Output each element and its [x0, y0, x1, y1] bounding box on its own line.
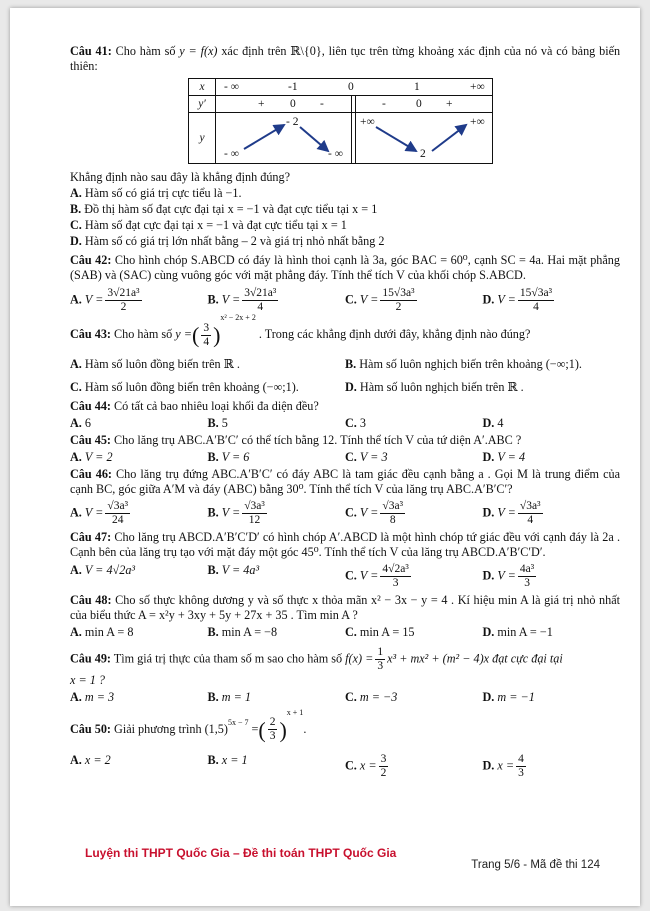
- q47-option-d[interactable]: D. V = $\frac{\text{4a³}}{3}$: [482, 562, 535, 589]
- q45-option-c[interactable]: C. V = 3: [345, 449, 388, 464]
- question-42: Câu 42: Cho hình chóp S.ABCD có đáy là hình thoi cạnh là 3a, góc BAC = 60⁰, cạnh SC = 4a. Hai mặt phẳng (SAB) và (SAC) cùng vuông góc với mặt phẳng đáy. Tính thể tích V của khối chóp S.ABCD.: [70, 253, 620, 282]
- q44-option-d[interactable]: D. 4: [482, 415, 504, 430]
- arrow-up: [244, 125, 284, 149]
- question-46: Câu 46: Cho lăng trụ đứng ABC.A′B′C′ có đáy ABC là tam giác đều cạnh bằng a . Gọi M là trung điểm của cạnh BC, góc giữa A′M và đáy (ABC) bằng 30⁰. Tính thể tích V của lăng trụ ABC.A′B′C′?: [70, 466, 621, 496]
- q45-option-b[interactable]: B. V = 6: [207, 449, 250, 464]
- q49-option-b[interactable]: B. m = 1: [207, 689, 251, 704]
- q44-option-b[interactable]: B. 5: [207, 415, 228, 430]
- q41-option-c[interactable]: C. Hàm số đạt cực đại tại x = −1 và đạt cực tiểu tại x = 1: [70, 218, 347, 232]
- q47-option-b[interactable]: B. V = 4a³: [207, 562, 260, 577]
- q43-options-row2: [70, 380, 620, 395]
- q44-options: [70, 416, 620, 431]
- q43-option-b[interactable]: B. Hàm số luôn nghịch biến trên khoảng (−∞;1).: [345, 356, 582, 371]
- q42-option-b[interactable]: B. V = $\frac{\text{3√21a³}}{4}$: [207, 287, 277, 313]
- q42-option-a[interactable]: A. V = $\frac{\text{3√21a³}}{2}$: [70, 287, 140, 313]
- vt-arrows: [216, 113, 495, 163]
- exam-page: [10, 8, 640, 906]
- vt-x-val: -1: [288, 81, 298, 93]
- q45-options: [70, 450, 620, 465]
- vt-y-label: y: [189, 113, 216, 164]
- q45-option-d[interactable]: D. V = 4: [482, 449, 526, 464]
- arrow-down: [300, 127, 328, 151]
- vt-sign: -: [382, 98, 386, 110]
- question-43: Câu 43: Cho hàm số y =( $\frac{3}{4}$ )$^{x^2 - 2x + 2}$ . Trong các khẳng định dưới đây, khẳng định nào đúng?: [70, 313, 531, 348]
- q43-option-a[interactable]: A. Hàm số luôn đồng biến trên ℝ .: [70, 356, 240, 371]
- vt-sign: -: [320, 98, 324, 110]
- q43-option-d[interactable]: D. Hàm số luôn nghịch biến trên ℝ .: [345, 379, 524, 394]
- vt-x-label: x: [189, 79, 216, 96]
- vt-y-val: - ∞: [224, 148, 239, 160]
- q46-option-c[interactable]: C. V = $\frac{\text{√3a³}}{8}$: [345, 499, 404, 526]
- vt-y-val: +∞: [470, 116, 485, 128]
- q44-option-a[interactable]: A. 6: [70, 415, 91, 430]
- q42-options: [70, 287, 620, 314]
- q47-options: [70, 563, 620, 590]
- q49-option-d[interactable]: D. m = −1: [482, 689, 535, 704]
- q50-option-d[interactable]: D. x = $\frac{4}{3}$: [482, 753, 524, 780]
- q41-option-b[interactable]: B. Đồ thị hàm số đạt cực đại tại x = −1 và đạt cực tiểu tại x = 1: [70, 202, 378, 216]
- q48-option-b[interactable]: B. min A = −8: [207, 624, 278, 639]
- question-45: Câu 45: Cho lăng trụ ABC.A′B′C′ có thể tích bằng 12. Tính thể tích V của tứ diện A′.ABC ?: [70, 432, 522, 447]
- vt-x-val: 0: [348, 81, 354, 93]
- q48-options: [70, 625, 620, 640]
- q43-option-c[interactable]: C. Hàm số luôn đồng biến trên khoảng (−∞;1).: [70, 379, 299, 394]
- arrow-up: [432, 125, 466, 151]
- vt-y-val: +∞: [360, 116, 375, 128]
- q47-option-c[interactable]: C. V = $\frac{\text{4√2a³}}{3}$: [345, 562, 409, 589]
- q46-options: [70, 500, 620, 527]
- q50-options: [70, 753, 620, 780]
- question-49: Câu 49: Tìm giá trị thực của tham số m sao cho hàm số f(x) = $\frac{1}{3}$ x³ + mx² + (m² − 4)x đạt cực đại tại x = 1 ?: [70, 645, 563, 687]
- vt-sign: +: [446, 98, 453, 110]
- q48-option-c[interactable]: C. min A = 15: [345, 624, 415, 639]
- q46-option-a[interactable]: A. V = $\frac{\text{√3a³}}{24}$: [70, 499, 129, 526]
- question-44: Câu 44: Có tất cả bao nhiêu loại khối đa diện đều?: [70, 398, 319, 413]
- vt-x-val: - ∞: [224, 81, 239, 93]
- vt-x-val: +∞: [470, 81, 485, 93]
- arrow-down: [376, 127, 416, 151]
- q45-option-a[interactable]: A. V = 2: [70, 449, 113, 464]
- q50-option-a[interactable]: A. x = 2: [70, 753, 111, 768]
- vt-y-val: - 2: [286, 116, 299, 128]
- question-47: Câu 47: Cho lăng trụ ABCD.A′B′C′D′ có hình chóp A′.ABCD là một hình chóp tứ giác đều với cạnh đáy là 2a . Cạnh bên của lăng trụ tạo với mặt đáy một góc 45⁰. Tính thể tích V của lăng trụ ABCD.A′B′C′D′.: [70, 529, 620, 559]
- question-41: Câu 41: Cho hàm số y = f(x) xác định trên ℝ\{0}, liên tục trên từng khoảng xác định của nó và có bảng biến thiên:: [70, 44, 621, 73]
- footer-page-info: Trang 5/6 - Mã đề thi 124: [471, 859, 600, 871]
- vt-yprime-label: y′: [189, 96, 216, 113]
- q50-option-c[interactable]: C. x = $\frac{3}{2}$: [345, 753, 387, 780]
- variation-table: [188, 78, 493, 164]
- question-50: Câu 50: Giải phương trình $(1,5)^{5x - 7}$ =( $\frac{2}{3}$ )$^{x + 1}$.: [70, 707, 307, 743]
- question-48: Câu 48: Cho số thực không dương y và số thực x thỏa mãn x² − 3x − y = 4 . Kí hiệu min A là giá trị nhỏ nhất của biểu thức A = x²y + 3xy + 5y + 27x + 35 . Tìm min A ?: [70, 592, 621, 622]
- vt-sign: 0: [416, 98, 422, 110]
- question-41-prompt: Khẳng định nào sau đây là khẳng định đúng?: [70, 170, 291, 184]
- q47-option-a[interactable]: A. V = 4√2a³: [70, 562, 136, 577]
- q43-options-row1: [70, 357, 620, 372]
- q49-option-a[interactable]: A. m = 3: [70, 689, 115, 704]
- q48-option-a[interactable]: A. min A = 8: [70, 624, 134, 639]
- vt-x-val: 1: [414, 81, 420, 93]
- vt-y-val: 2: [420, 148, 426, 160]
- footer-site-link[interactable]: Luyện thi THPT Quốc Gia – Đề thi toán THPT Quốc Gia: [85, 846, 397, 860]
- q42-option-c[interactable]: C. V = $\frac{\text{15√3a³}}{2}$: [345, 287, 415, 313]
- q46-option-d[interactable]: D. V = $\frac{\text{√3a³}}{4}$: [482, 499, 541, 526]
- q41-option-d[interactable]: D. Hàm số có giá trị lớn nhất bằng – 2 và giá trị nhỏ nhất bằng 2: [70, 234, 385, 248]
- vt-y-val: - ∞: [328, 148, 343, 160]
- vt-sign: +: [258, 98, 265, 110]
- vt-sign: 0: [290, 98, 296, 110]
- q49-option-c[interactable]: C. m = −3: [345, 689, 398, 704]
- q50-option-b[interactable]: B. x = 1: [207, 753, 248, 768]
- q49-options: [70, 690, 620, 705]
- q46-option-b[interactable]: B. V = $\frac{\text{√3a³}}{12}$: [207, 499, 265, 526]
- q48-option-d[interactable]: D. min A = −1: [482, 624, 553, 639]
- q42-option-d[interactable]: D. V = $\frac{\text{15√3a³}}{4}$: [482, 287, 553, 313]
- q44-option-c[interactable]: C. 3: [345, 415, 366, 430]
- exam-content: [70, 44, 620, 780]
- q41-option-a[interactable]: A. Hàm số có giá trị cực tiểu là −1.: [70, 186, 242, 200]
